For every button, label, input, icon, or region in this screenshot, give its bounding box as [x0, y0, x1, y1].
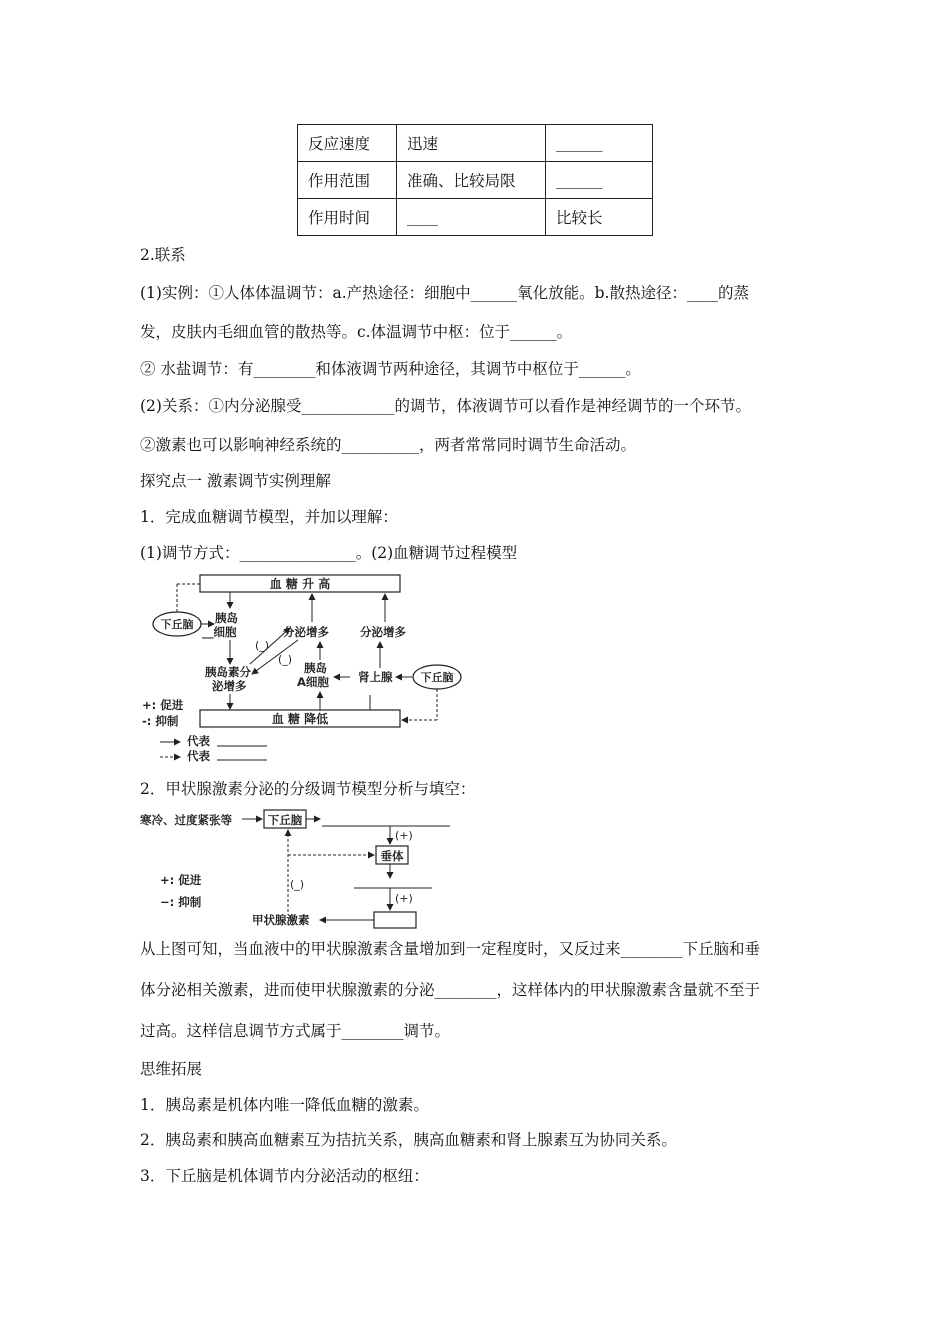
- table-cell: ______: [546, 162, 653, 199]
- paragraph-line: 1．胰岛素是机体内唯一降低血糖的激素。: [140, 1096, 429, 1114]
- table-cell: 准确、比较局限: [397, 162, 546, 199]
- cold-stress-label: 寒冷、过度紧张等: [140, 813, 232, 827]
- table-row: [298, 199, 653, 236]
- paragraph-line: 2．甲状腺激素分泌的分级调节模型分析与填空：: [140, 780, 476, 798]
- table-row: [298, 162, 653, 199]
- table-cell: 反应速度: [298, 125, 397, 162]
- paren-blank: (_): [255, 639, 270, 652]
- table-cell: 作用时间: [298, 199, 397, 236]
- table-cell: ____: [397, 199, 546, 236]
- paragraph-line: ②激素也可以影响神经系统的__________，两者常常同时调节生命活动。: [140, 436, 637, 454]
- hypothalamus-label: 下丘脑: [267, 813, 303, 827]
- paragraph-line: 过高。这样信息调节方式属于________调节。: [140, 1022, 451, 1040]
- glucose-low-label: 血 糖 降低: [271, 712, 329, 726]
- paragraph-line: 从上图可知，当血液中的甲状腺激素含量增加到一定程度时，又反过来________下丘脑和垂: [140, 940, 761, 958]
- adrenal-label: 肾上腺: [358, 670, 393, 684]
- section-heading: 探究点一 激素调节实例理解: [140, 472, 331, 490]
- thyroid-blank-box: [374, 912, 416, 928]
- legend-inhibit: −: 抑制: [160, 895, 202, 909]
- paragraph-line: 体分泌相关激素，进而使甲状腺激素的分泌________，这样体内的甲状腺激素含量就不至于: [140, 981, 761, 999]
- islet-a-cell-label: A细胞: [297, 675, 329, 689]
- paren-blank: (_): [290, 878, 305, 891]
- table-cell: ______: [546, 125, 653, 162]
- promote-sign: (+): [395, 829, 413, 842]
- section-heading: 2.联系: [140, 246, 186, 264]
- islet-b-label: 胰岛: [215, 611, 238, 625]
- paragraph-line: 2．胰岛素和胰高血糖素互为拮抗关系，胰高血糖素和肾上腺素互为协同关系。: [140, 1131, 677, 1149]
- table-cell: 迅速: [397, 125, 546, 162]
- paragraph-line: 1．完成血糖调节模型，并加以理解：: [140, 508, 398, 526]
- hypothalamus-right-label: 下丘脑: [420, 671, 454, 684]
- blood-glucose-diagram: [140, 570, 470, 765]
- thyroid-regulation-diagram: [140, 806, 460, 932]
- legend-promote: +: 促进: [142, 698, 184, 712]
- paren-blank: (_): [278, 653, 293, 666]
- paragraph-line: 发，皮肤内毛细血管的散热等。c.体温调节中枢：位于______。: [140, 323, 573, 341]
- glucose-high-label: 血 糖 升 高: [269, 577, 331, 591]
- hypothalamus-left-label: 下丘脑: [160, 618, 194, 631]
- comparison-table: [297, 124, 653, 236]
- legend-inhibit: -: 抑制: [142, 714, 179, 728]
- thyroid-hormone-label: 甲状腺激素: [252, 913, 310, 927]
- paragraph-line: (2)关系：①内分泌腺受____________的调节，体液调节可以看作是神经调节的一个环节。: [140, 397, 751, 415]
- paragraph-line: (1)调节方式：_______________。(2)血糖调节过程模型: [140, 544, 518, 562]
- insulin-label: 胰岛素分: [205, 665, 251, 679]
- pituitary-label: 垂体: [380, 849, 404, 863]
- table-cell: 作用范围: [298, 162, 397, 199]
- table-row: [298, 125, 653, 162]
- secrete-more-label: 分泌增多: [360, 625, 406, 639]
- legend-dashed-arrow: 代表: [187, 749, 210, 763]
- insulin-more-label: 泌增多: [212, 679, 247, 693]
- paragraph-line: 3．下丘脑是机体调节内分泌活动的枢纽：: [140, 1167, 429, 1185]
- islet-a-label: 胰岛: [304, 661, 327, 675]
- secrete-more-label: 分泌增多: [283, 625, 329, 639]
- promote-sign: (+): [395, 892, 413, 905]
- legend-solid-arrow: 代表: [187, 734, 210, 748]
- paragraph-line: (1)实例：①人体体温调节：a.产热途径：细胞中______氧化放能。b.散热途径：____的蒸: [140, 284, 749, 302]
- legend-promote: +: 促进: [160, 873, 202, 887]
- section-heading: 思维拓展: [140, 1060, 203, 1078]
- islet-b-cell-label: __细胞: [202, 625, 237, 639]
- paragraph-line: ② 水盐调节：有________和体液调节两种途径，其调节中枢位于______。: [140, 360, 641, 378]
- table-cell: 比较长: [546, 199, 653, 236]
